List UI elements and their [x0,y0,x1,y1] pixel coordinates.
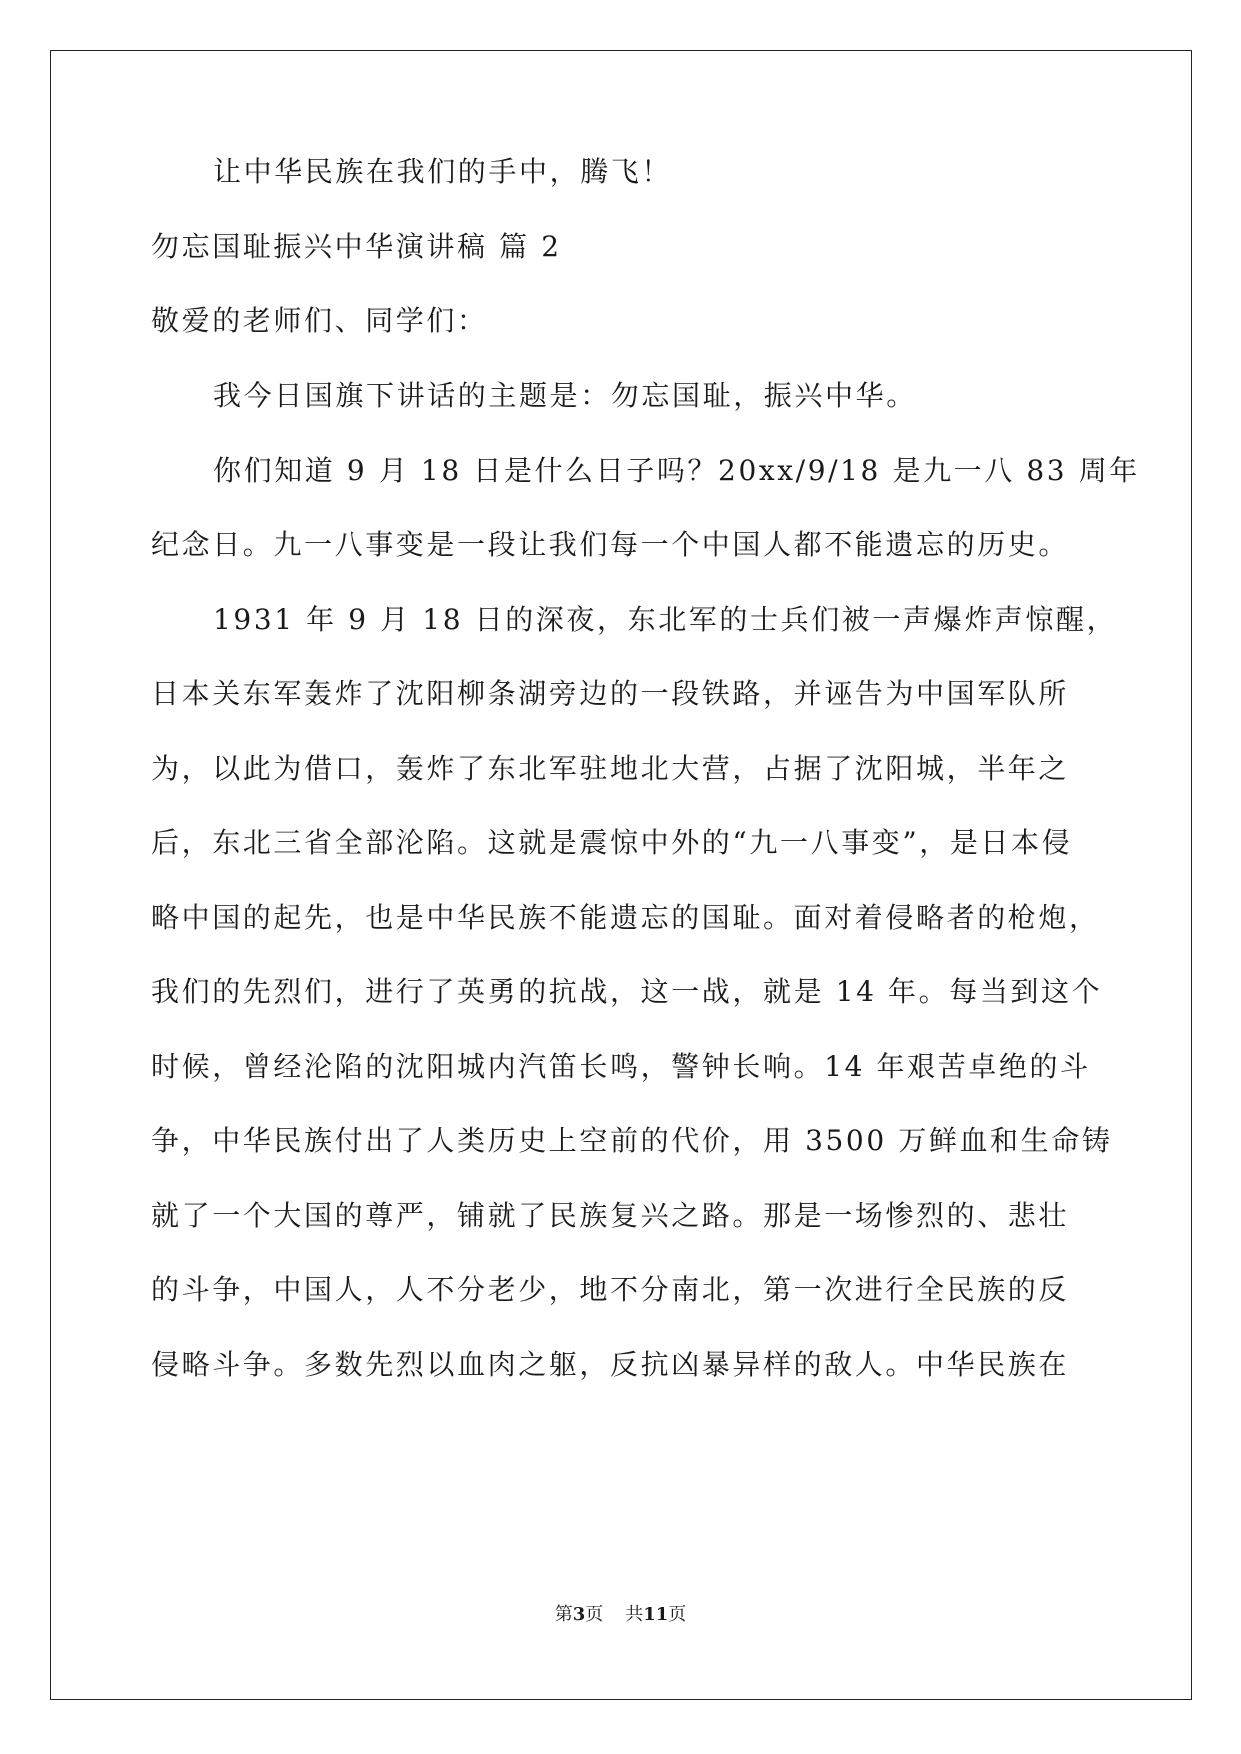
page-total-prefix: 共 [625,1604,644,1625]
text-line: 的斗争，中国人，人不分老少，地不分南北，第一次进行全民族的反 [151,1273,1070,1306]
page-border [50,50,1192,1700]
text-line: 1931 年 9 月 18 日的深夜，东北军的士兵们被一声爆炸声惊醒， [213,603,1118,636]
page-number-current: 3 [572,1604,586,1625]
text-line-closing: 让中华民族在我们的手中，腾飞！ [213,155,673,188]
page-footer [0,1603,1241,1627]
text-line: 略中国的起先，也是中华民族不能遗忘的国耻。面对着侵略者的枪炮， [151,901,1100,934]
text-line: 我们的先烈们，进行了英勇的抗战，这一战，就是 14 年。每当到这个 [151,975,1103,1008]
page-number-suffix: 页 [585,1604,604,1625]
page-number-prefix: 第 [554,1604,573,1625]
text-line-topic: 我今日国旗下讲话的主题是：勿忘国耻，振兴中华。 [213,379,917,412]
section-heading: 勿忘国耻振兴中华演讲稿 篇 2 [151,230,562,263]
text-line: 你们知道 9 月 18 日是什么日子吗？20xx/9/18 是九一八 83 周年 [213,454,1140,487]
text-line: 就了一个大国的尊严，铺就了民族复兴之路。那是一场惨烈的、悲壮 [151,1199,1070,1232]
text-line: 侵略斗争。多数先烈以血肉之躯，反抗凶暴异样的敌人。中华民族在 [151,1348,1070,1381]
text-line: 争，中华民族付出了人类历史上空前的代价，用 3500 万鲜血和生命铸 [151,1124,1113,1157]
text-line: 纪念日。九一八事变是一段让我们每一个中国人都不能遗忘的历史。 [151,528,1070,561]
text-line: 为，以此为借口，轰炸了东北军驻地北大营，占据了沈阳城，半年之 [151,752,1070,785]
page-total-suffix: 页 [668,1604,687,1625]
text-line: 日本关东军轰炸了沈阳柳条湖旁边的一段铁路，并诬告为中国军队所 [151,677,1070,710]
page-number-total: 11 [643,1604,669,1625]
salutation: 敬爱的老师们、同学们： [151,304,488,337]
text-line: 后，东北三省全部沦陷。这就是震惊中外的“九一八事变”，是日本侵 [151,826,1073,859]
text-line: 时候，曾经沦陷的沈阳城内汽笛长鸣，警钟长响。14 年艰苦卓绝的斗 [151,1050,1091,1083]
